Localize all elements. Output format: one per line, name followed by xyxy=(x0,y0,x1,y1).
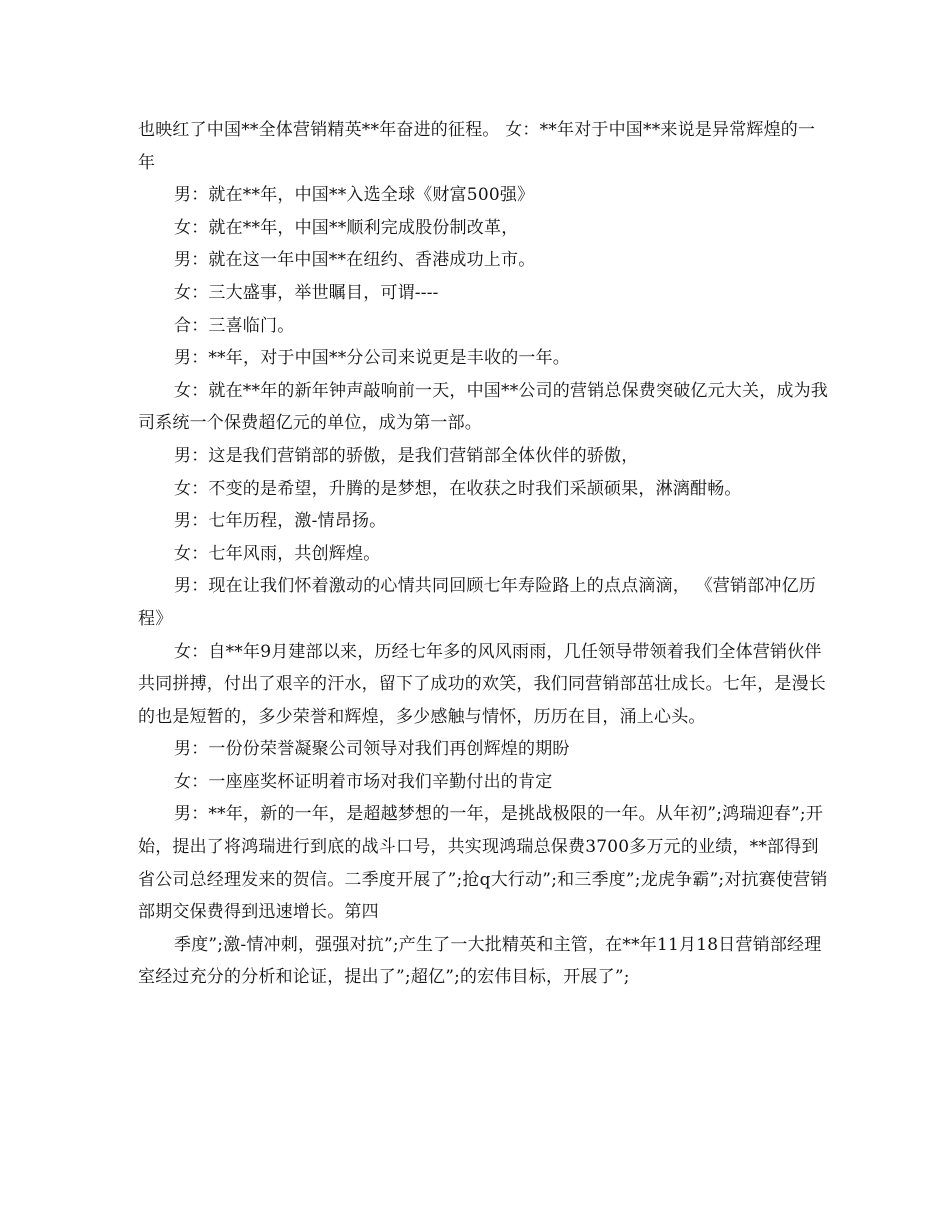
paragraph-new-year-challenge: 男：**年，新的一年，是超越梦想的一年，是挑战极限的一年。从年初”;鸿瑞迎春”;开始，提出了将鸿瑞进行到底的战斗口号，共实现鸿瑞总保费3700多万元的业绩，**部得到省公司总经理发来的贺信。二季度开展了”;抢q大行动”;和三季度”;龙虎争霸”;对抗赛使营销部期交保费得到迅速增长。第四 xyxy=(138,804,828,923)
document-body xyxy=(138,114,828,994)
paragraph-review: 男：现在让我们怀着激动的心情共同回顾七年寿险路上的点点滴滴， 《营销部冲亿历程》 xyxy=(138,576,817,629)
paragraph-pride: 男：这是我们营销部的骄傲，是我们营销部全体伙伴的骄傲， xyxy=(174,445,639,466)
paragraph-intro: 也映红了中国**全体营销精英**年奋进的征程。 女：**年对于中国**来说是异常辉煌的一年 xyxy=(138,120,816,173)
paragraph-new-year-bell: 女：就在**年的新年钟声敲响前一天，中国**公司的营销总保费突破亿元大关，成为我司系统一个保费超亿元的单位，成为第一部。 xyxy=(138,380,828,434)
paragraph-honors: 男：一份份荣誉凝聚公司领导对我们再创辉煌的期盼 xyxy=(174,739,570,760)
paragraph-three-joys: 合：三喜临门。 xyxy=(174,315,295,336)
paragraph-hope-dream: 女：不变的是希望，升腾的是梦想，在收获之时我们采颉硕果，淋漓酣畅。 xyxy=(174,478,742,499)
paragraph-listing: 男：就在这一年中国**在纽约、香港成功上市。 xyxy=(174,250,536,271)
paragraph-shareholding-reform: 女：就在**年，中国**顺利完成股份制改革， xyxy=(174,217,519,238)
paragraph-seven-years-glory: 女：七年风雨，共创辉煌。 xyxy=(174,543,381,564)
paragraph-founding: 女：自**年9月建部以来，历经七年多的风风雨雨，几任领导带领着我们全体营销伙伴共同拼搏，付出了艰辛的汗水，留下了成功的欢笑，我们同营销部茁壮成长。七年，是漫长的也是短暂的，多少荣誉和辉煌，多少感触与情怀，历历在目，涌上心头。 xyxy=(138,641,826,727)
paragraph-seven-years-journey: 男：七年历程，激-情昂扬。 xyxy=(174,511,387,532)
paragraph-harvest-year: 男：**年，对于中国**分公司来说更是丰收的一年。 xyxy=(174,348,570,369)
paragraph-fourth-quarter: 季度”;激-情冲刺，强强对抗”;产生了一大批精英和主管，在**年11月18日营销部经理室经过充分的分析和论证，提出了”;超亿”;的宏伟目标，开展了”; xyxy=(138,934,822,988)
paragraph-fortune-500: 男：就在**年，中国**入选全球《财富500强》 xyxy=(174,185,535,206)
paragraph-trophies: 女：一座座奖杯证明着市场对我们辛勤付出的肯定 xyxy=(174,771,553,792)
paragraph-three-events: 女：三大盛事，举世瞩目，可谓---- xyxy=(174,282,439,303)
